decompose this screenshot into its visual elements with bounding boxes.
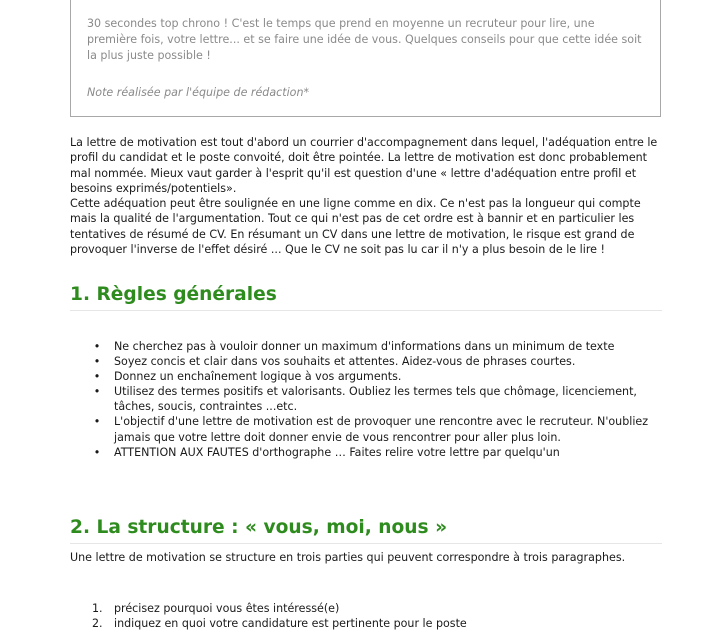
body-paragraph-2: Cette adéquation peut être soulignée en une ligne comme en dix. Ce n'est pas la longueur qui compte mais la qualité de l'argumentation. Tout ce qui n'est pas de cet ordre est à bannir et en particulier les tentatives de résumé de CV. En résumant un CV dans une lettre de motivation, le risque est grand de provoquer l'inverse de l'effet désiré ... Que le CV ne soit pas lu car il n'y a plus besoin de le lire ! [70,197,641,257]
list-item [70,616,660,631]
bullet-icon: • [93,370,101,384]
bullet-icon: • [93,445,101,459]
list-item-text: Soyez concis et clair dans vos souhaits et attentes. Aidez-vous de phrases courtes. [114,355,576,369]
body-paragraph-1: La lettre de motivation est tout d'abord un courrier d'accompagnement dans lequel, l'adéquation entre le profil du candidat et le poste convoité, doit être pointée. La lettre de motivation est donc probablement mal nommée. Mieux vaut garder à l'esprit qu'il est question d'une « lettre d'adéquation entre profil et besoins exprimés/potentiels». [70,136,658,195]
list-item [70,354,660,369]
bullet-icon: • [93,415,101,429]
list-item [70,414,660,444]
list-item-text: Donnez un enchaînement logique à vos arguments. [114,370,402,384]
list-item [70,384,660,414]
rules-list [70,339,660,460]
list-item [70,445,660,460]
bullet-icon: • [93,385,101,399]
step-text: précisez pourquoi vous êtes intéressé(e) [114,602,340,615]
list-item-text: Utilisez des termes positifs et valorisants. Oubliez les termes tels que chômage, licenciement, tâches, soucis, contraintes ...etc. [114,385,637,414]
body-text [70,135,670,257]
list-item-text: L'objectif d'une lettre de motivation est de provoquer une rencontre avec le recruteur. N'oubliez jamais que votre lettre doit donner envie de vous rencontrer pour aller plus loin. [114,415,649,444]
step-number: 2. [92,617,103,631]
list-item-text: Ne cherchez pas à vouloir donner un maximum d'informations dans un minimum de texte [114,340,615,353]
intro-box [70,0,661,117]
step-text: indiquez en quoi votre candidature est pertinente pour le poste [114,617,467,631]
section-heading-rules: 1. Règles générales [70,283,662,311]
list-item [70,339,660,354]
bullet-icon: • [93,340,101,353]
structure-intro: Une lettre de motivation se structure en trois parties qui peuvent correspondre à trois paragraphes. [70,551,626,564]
bullet-icon: • [93,355,101,369]
step-number: 1. [92,602,103,615]
list-item-text: ATTENTION AUX FAUTES d'orthographe … Faites relire votre lettre par quelqu'un [114,445,560,459]
intro-text: 30 secondes top chrono ! C'est le temps que prend en moyenne un recruteur pour lire, une première fois, votre lettre... et se faire une idée de vous. Quelques conseils pour que cette idée soit la plus juste possible ! [87,17,642,62]
list-item [70,601,660,616]
section-heading-structure: 2. La structure : « vous, moi, nous » [70,516,662,544]
list-item [70,369,660,384]
structure-steps-list [70,601,660,632]
intro-signature: Note réalisée par l'équipe de rédaction* [87,86,310,99]
